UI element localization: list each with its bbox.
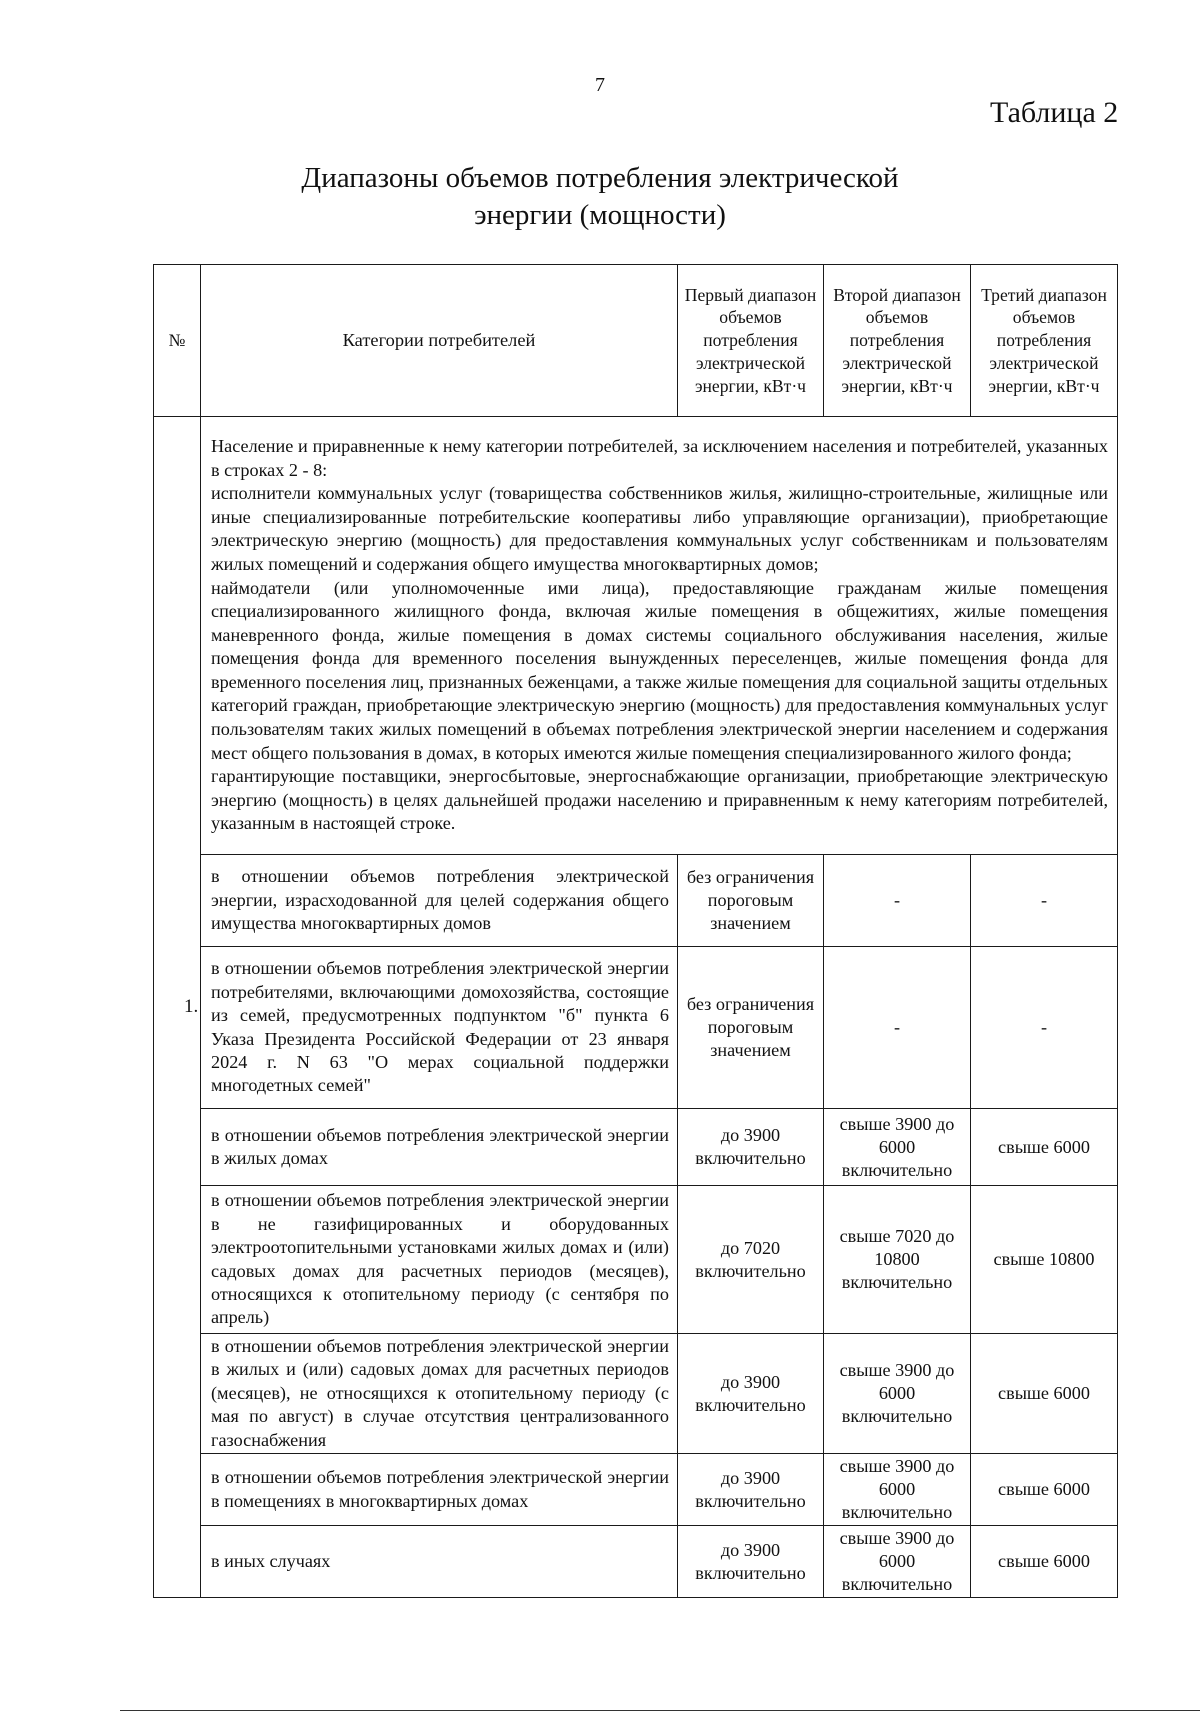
title-line-2: энергии (мощности) (474, 199, 726, 231)
subrow-range-2: свыше 3900 до 6000 включительно (824, 1334, 971, 1454)
population-paragraph: Население и приравненные к нему категории потребителей, за исключением населения и потребителей, указанных в строках 2 - 8: (211, 435, 1108, 480)
page-number: 7 (595, 74, 605, 96)
population-row (154, 417, 1118, 855)
subrow-range-2: свыше 3900 до 6000 включительно (824, 1109, 971, 1186)
subrow-range-2: свыше 7020 до 10800 включительно (824, 1186, 971, 1334)
table-row (154, 1454, 1118, 1526)
subrow-range-1: без ограничения пороговым значением (678, 855, 824, 947)
subrow-category: в отношении объемов потребления электрической энергии в жилых и (или) садовых домах для расчетных периодов (месяцев), не относящихся к отопительному периоду (с мая по август) в случае отсутствия централизованного газоснабжения (201, 1334, 678, 1454)
table-row (154, 1186, 1118, 1334)
subrow-range-2: свыше 3900 до 6000 включительно (824, 1526, 971, 1598)
header-number: № (154, 265, 201, 417)
population-paragraph: гарантирующие поставщики, энергосбытовые, энергоснабжающие организации, приобретающие электрическую энергию (мощность) в целях дальнейшей продажи населению и приравненным к нему категориям потребителей, указанным в настоящей строке. (211, 766, 1108, 834)
subrow-category: в отношении объемов потребления электрической энергии в помещениях в многоквартирных домах (201, 1454, 678, 1526)
subrow-range-2: - (824, 947, 971, 1109)
table-row (154, 1526, 1118, 1598)
subrow-range-1: без ограничения пороговым значением (678, 947, 824, 1109)
table-row (154, 947, 1118, 1109)
population-paragraph: исполнители коммунальных услуг (товарищества собственников жилья, жилищно-строительные, жилищные или иные специализированные потребительские кооперативы либо управляющие организации), приобретающие электрическую энергию (мощность) для предоставления коммунальных услуг собственникам и пользователям жилых помещений и содержания общего имущества многоквартирных домов; (211, 483, 1108, 574)
row-number: 1. (154, 417, 201, 1598)
subrow-range-1: до 3900 включительно (678, 1454, 824, 1526)
subrow-category: в отношении объемов потребления электрической энергии в не газифицированных и оборудованных электроотопительными установками жилых домах и (или) садовых домах для расчетных периодов (месяцев), относящихся к отопительному периоду (с сентября по апрель) (201, 1186, 678, 1334)
table-row (154, 1109, 1118, 1186)
header-range-1: Первый диапазон объемов потребления электрической энергии, кВт·ч (678, 265, 824, 417)
subrow-range-3: свыше 6000 (971, 1334, 1118, 1454)
table-row (154, 1334, 1118, 1454)
subrow-category: в отношении объемов потребления электрической энергии потребителями, включающими домохозяйства, состоящие из семей, предусмотренных подпунктом "б" пункта 6 Указа Президента Российской Федерации от 23 января 2024 г. N 63 "О мерах социальной поддержки многодетных семей" (201, 947, 678, 1109)
subrow-range-3: свыше 10800 (971, 1186, 1118, 1334)
header-range-3: Третий диапазон объемов потребления электрической энергии, кВт·ч (971, 265, 1118, 417)
subrow-range-3: - (971, 855, 1118, 947)
table-label: Таблица 2 (990, 96, 1119, 129)
header-category: Категории потребителей (201, 265, 678, 417)
title-line-1: Диапазоны объемов потребления электрической (301, 162, 899, 194)
subrow-range-3: - (971, 947, 1118, 1109)
header-range-2: Второй диапазон объемов потребления электрической энергии, кВт·ч (824, 265, 971, 417)
subrow-range-3: свыше 6000 (971, 1454, 1118, 1526)
consumption-ranges-table (153, 264, 1118, 1598)
table-header-row (154, 265, 1118, 417)
subrow-category: в отношении объемов потребления электрической энергии в жилых домах (201, 1109, 678, 1186)
subrow-range-1: до 3900 включительно (678, 1109, 824, 1186)
subrow-range-1: до 3900 включительно (678, 1334, 824, 1454)
subrow-category: в иных случаях (201, 1526, 678, 1598)
subrow-range-1: до 7020 включительно (678, 1186, 824, 1334)
subrow-range-2: - (824, 855, 971, 947)
subrow-range-1: до 3900 включительно (678, 1526, 824, 1598)
subrow-range-3: свыше 6000 (971, 1109, 1118, 1186)
page-bottom-rule (120, 1710, 1200, 1711)
document-title (260, 160, 940, 234)
subrow-range-2: свыше 3900 до 6000 включительно (824, 1454, 971, 1526)
population-description (201, 417, 1118, 855)
subrow-category: в отношении объемов потребления электрической энергии, израсходованной для целей содержания общего имущества многоквартирных домов (201, 855, 678, 947)
subrow-range-3: свыше 6000 (971, 1526, 1118, 1598)
population-paragraph: наймодатели (или уполномоченные ими лица), предоставляющие гражданам жилые помещения специализированного жилищного фонда, включая жилые помещения в общежитиях, жилые помещения маневренного фонда, жилые помещения в домах системы социального обслуживания населения, жилые помещения фонда для временного поселения вынужденных переселенцев, жилые помещения фонда для временного поселения лиц, признанных беженцами, а также жилые помещения для социальной защиты отдельных категорий граждан, приобретающие электрическую энергию (мощность) для предоставления коммунальных услуг пользователям таких жилых помещений в объемах потребления электрической энергии населением и содержания мест общего пользования в домах, в которых имеются жилые помещения специализированного жилого фонда; (211, 577, 1108, 763)
table-row (154, 855, 1118, 947)
